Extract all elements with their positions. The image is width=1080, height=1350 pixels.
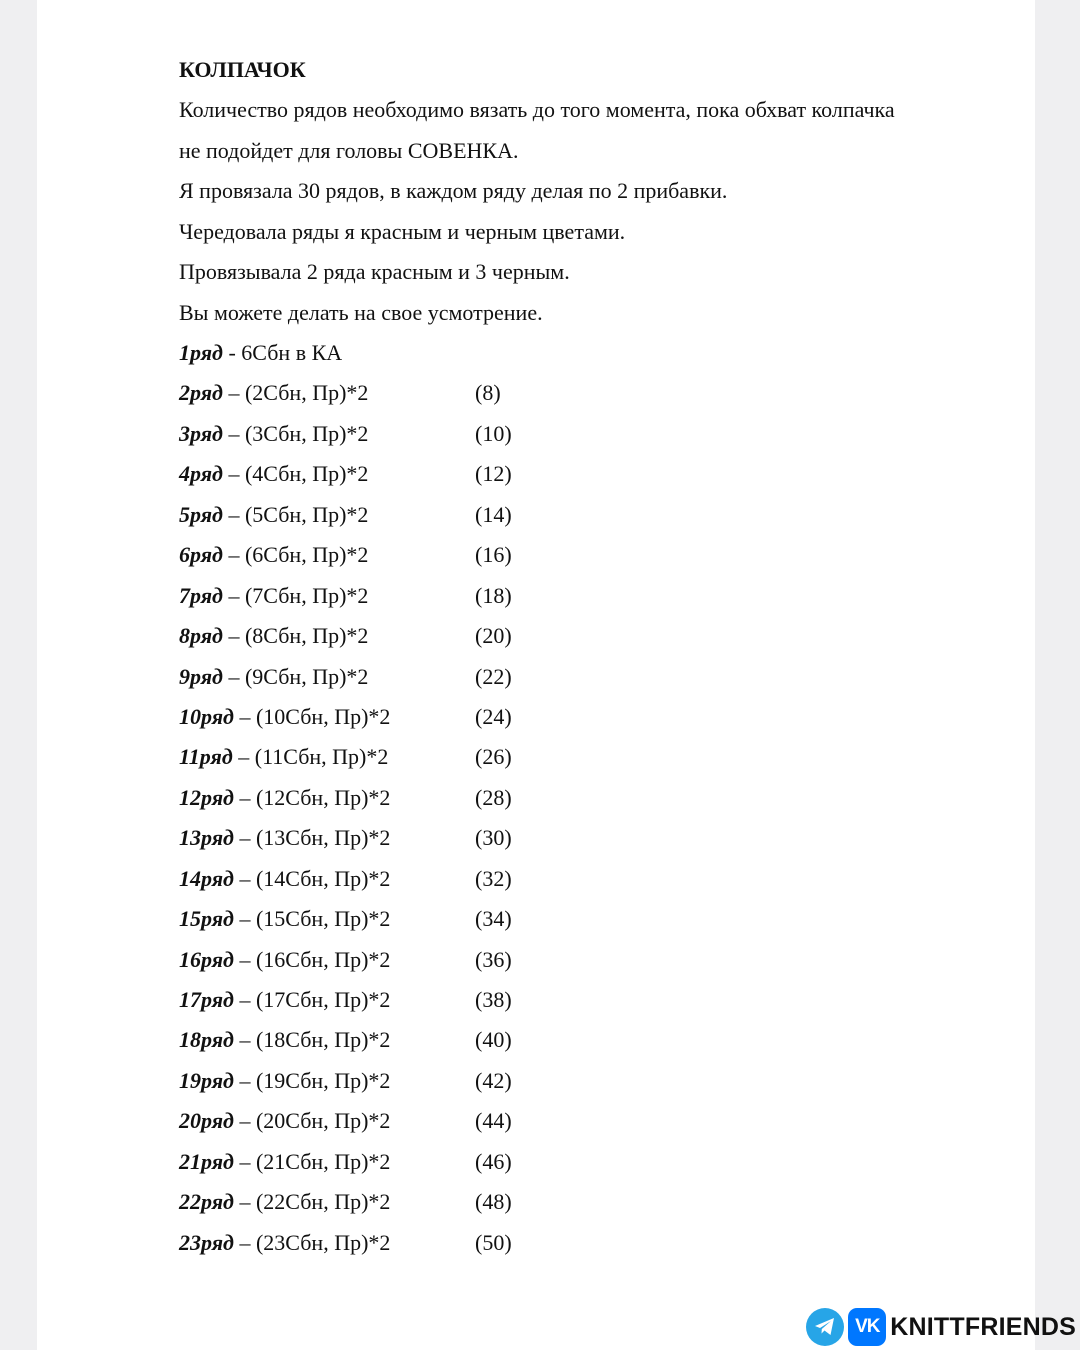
row-stitch-count: (46)	[475, 1148, 512, 1174]
row-stitch-count: (8)	[475, 380, 501, 406]
row-stitch-count: (20)	[475, 623, 512, 649]
row-label: 13ряд	[179, 825, 234, 851]
row-separator: –	[222, 582, 245, 608]
row-label: 21ряд	[179, 1148, 234, 1174]
row-separator: -	[222, 340, 242, 365]
row-label: 8ряд	[179, 623, 223, 649]
row-instruction	[179, 1061, 999, 1101]
row-stitches: (17Сбн, Пр)*2	[255, 987, 391, 1012]
row-stitch-count: (32)	[475, 865, 512, 891]
row-instruction	[179, 414, 999, 454]
row-label: 7ряд	[179, 582, 223, 608]
row-label: 16ряд	[179, 946, 234, 972]
row-instruction	[179, 1142, 999, 1182]
row-stitch-count: (22)	[475, 663, 512, 689]
row-stitch-count: (10)	[475, 420, 512, 446]
row-stitches: (21Сбн, Пр)*2	[255, 1148, 391, 1174]
intro-paragraphs	[179, 90, 999, 333]
row-label: 4ряд	[179, 461, 223, 487]
row-stitches: (18Сбн, Пр)*2	[255, 1027, 391, 1053]
row-instruction	[179, 980, 999, 1020]
paragraph-line: Вы можете делать на свое усмотрение.	[179, 299, 543, 325]
telegram-icon[interactable]	[806, 1308, 844, 1346]
row-separator: –	[233, 1027, 256, 1053]
row-stitch-count: (48)	[475, 1189, 512, 1215]
row-stitches: (3Сбн, Пр)*2	[244, 420, 369, 446]
paragraph-line: Провязывала 2 ряда красным и 3 черным.	[179, 259, 570, 284]
row-instruction	[179, 1101, 999, 1141]
row-stitch-count: (42)	[475, 1067, 512, 1093]
row-label: 17ряд	[179, 987, 234, 1012]
row-label: 19ряд	[179, 1067, 234, 1093]
row-instruction	[179, 778, 999, 818]
row-stitches: 6Сбн в КА	[241, 340, 343, 365]
row-stitches: (11Сбн, Пр)*2	[254, 744, 389, 770]
row-stitches: (14Сбн, Пр)*2	[255, 865, 391, 891]
row-separator: –	[222, 501, 245, 527]
row-instructions	[179, 333, 999, 1263]
row-stitches: (7Сбн, Пр)*2	[244, 582, 369, 608]
row-separator: –	[222, 461, 245, 487]
row-separator: –	[233, 1108, 256, 1134]
row-stitches: (6Сбн, Пр)*2	[244, 542, 369, 568]
row-label: 15ряд	[179, 906, 234, 932]
row-instruction	[179, 373, 999, 413]
row-separator: –	[233, 825, 256, 851]
row-instruction	[179, 697, 999, 737]
row-label: 23ряд	[179, 1229, 234, 1255]
row-separator: –	[233, 703, 256, 729]
row-stitches: (2Сбн, Пр)*2	[244, 380, 369, 406]
row-stitch-count: (24)	[475, 703, 512, 729]
row-stitches: (20Сбн, Пр)*2	[255, 1108, 391, 1134]
row-label: 3ряд	[179, 420, 223, 446]
row-stitch-count: (50)	[475, 1229, 512, 1255]
row-stitches: (5Сбн, Пр)*2	[244, 501, 369, 527]
row-separator: –	[222, 623, 245, 649]
row-stitches: (10Сбн, Пр)*2	[255, 703, 391, 729]
brand-name: KNITTFRIENDS	[890, 1312, 1076, 1341]
row-label: 1ряд	[179, 340, 223, 365]
paragraph-line: не подойдет для головы СОВЕНКА.	[179, 137, 519, 163]
row-stitch-count: (18)	[475, 582, 512, 608]
row-label: 5ряд	[179, 501, 223, 527]
row-separator: –	[233, 1148, 256, 1174]
row-stitches: (19Сбн, Пр)*2	[255, 1067, 391, 1093]
row-separator: –	[233, 987, 256, 1012]
row-instruction	[179, 616, 999, 656]
row-stitches: (9Сбн, Пр)*2	[244, 663, 369, 689]
row-separator: –	[222, 663, 245, 689]
row-label: 22ряд	[179, 1189, 234, 1215]
row-instruction	[179, 940, 999, 980]
row-stitch-count: (44)	[475, 1108, 512, 1134]
row-stitches: (8Сбн, Пр)*2	[244, 623, 369, 649]
row-stitch-count: (40)	[475, 1027, 512, 1053]
row-label: 20ряд	[179, 1108, 234, 1134]
row-stitch-count: (14)	[475, 501, 512, 527]
row-instruction	[179, 535, 999, 575]
row-label: 9ряд	[179, 663, 223, 689]
row-instruction	[179, 818, 999, 858]
row-stitches: (22Сбн, Пр)*2	[255, 1189, 391, 1215]
row-stitch-count: (38)	[475, 987, 512, 1012]
paragraph-line: Чередовала ряды я красным и черным цветами.	[179, 218, 626, 244]
row-separator: –	[233, 1189, 256, 1215]
row-label: 14ряд	[179, 865, 234, 891]
row-label: 6ряд	[179, 542, 223, 568]
row-instruction	[179, 899, 999, 939]
row-instruction	[179, 576, 999, 616]
row-stitches: (23Сбн, Пр)*2	[255, 1229, 391, 1255]
row-stitches: (16Сбн, Пр)*2	[255, 946, 391, 972]
row-stitches: (15Сбн, Пр)*2	[255, 906, 391, 932]
row-separator: –	[222, 420, 245, 446]
row-separator: –	[233, 1229, 256, 1255]
row-stitch-count: (34)	[475, 906, 512, 932]
document-content	[179, 50, 999, 1263]
row-separator: –	[233, 1067, 256, 1093]
document-title: КОЛПАЧОК	[179, 57, 306, 82]
row-stitch-count: (36)	[475, 946, 512, 972]
row-separator: –	[233, 865, 256, 891]
document-page	[37, 0, 1035, 1350]
row-instruction	[179, 454, 999, 494]
row-separator: –	[232, 744, 255, 770]
row-instruction	[179, 1223, 999, 1263]
row-stitch-count: (26)	[475, 744, 512, 770]
vk-icon[interactable]: VK	[848, 1308, 886, 1346]
row-instruction	[179, 737, 999, 777]
row-stitch-count: (16)	[475, 542, 512, 568]
row-separator: –	[233, 784, 256, 810]
row-label: 10ряд	[179, 703, 234, 729]
row-separator: –	[222, 380, 245, 406]
row-instruction	[179, 495, 999, 535]
row-stitch-count: (30)	[475, 825, 512, 851]
row-separator: –	[222, 542, 245, 568]
paragraph-line: Количество рядов необходимо вязать до того момента, пока обхват колпачка	[179, 97, 895, 122]
row-label: 11ряд	[179, 744, 233, 770]
row-instruction	[179, 1020, 999, 1060]
row-label: 2ряд	[179, 380, 223, 406]
row-separator: –	[233, 906, 256, 932]
row-stitch-count: (28)	[475, 784, 512, 810]
row-label: 12ряд	[179, 784, 234, 810]
row-stitches: (12Сбн, Пр)*2	[255, 784, 391, 810]
row-instruction	[179, 333, 999, 373]
knittfriends-watermark	[806, 1306, 1076, 1348]
row-separator: –	[233, 946, 256, 972]
row-instruction	[179, 657, 999, 697]
row-instruction	[179, 859, 999, 899]
row-stitches: (13Сбн, Пр)*2	[255, 825, 391, 851]
row-stitches: (4Сбн, Пр)*2	[244, 461, 369, 487]
row-label: 18ряд	[179, 1027, 234, 1053]
paragraph-line: Я провязала 30 рядов, в каждом ряду делая по 2 прибавки.	[179, 178, 728, 203]
row-instruction	[179, 1182, 999, 1222]
row-stitch-count: (12)	[475, 461, 512, 487]
